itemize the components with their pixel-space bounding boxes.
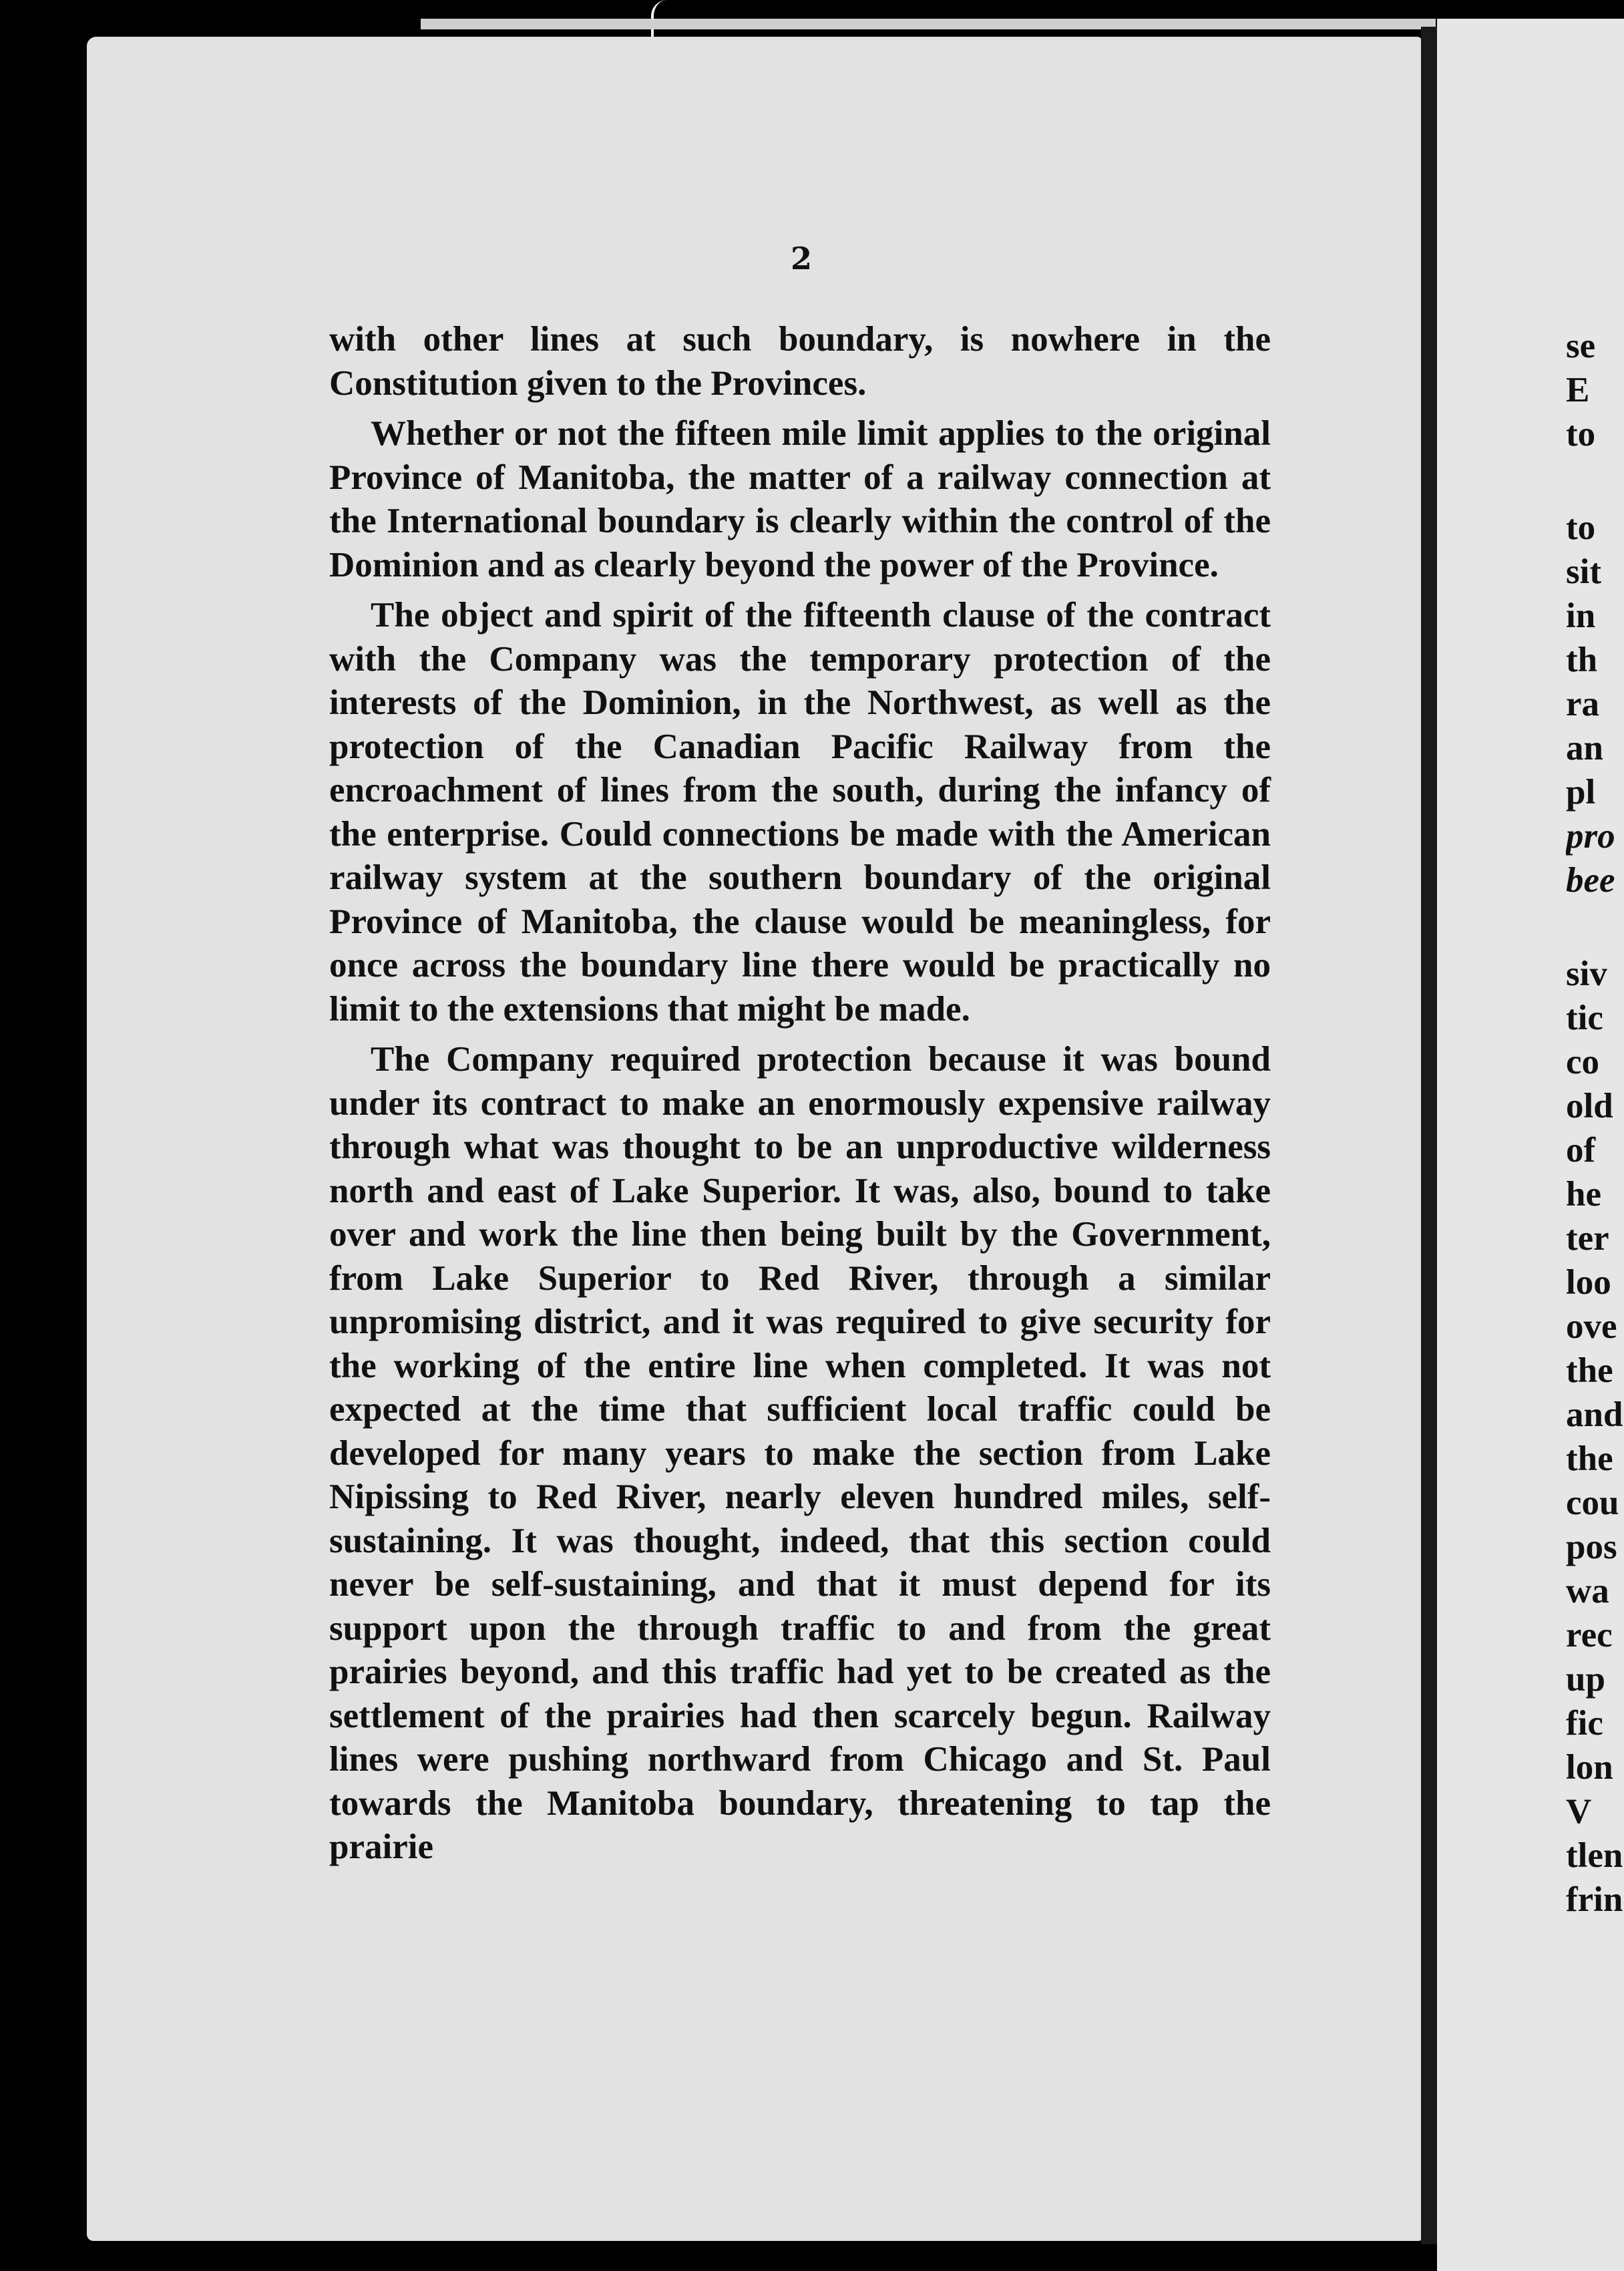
facing-fragment: tlen	[1566, 1836, 1623, 1875]
facing-fragment: se	[1566, 327, 1596, 365]
facing-fragment: in	[1566, 596, 1596, 635]
facing-fragment: an	[1566, 729, 1603, 767]
facing-fragment: he	[1566, 1175, 1601, 1214]
facing-fragment: th	[1566, 641, 1598, 679]
facing-fragment: lon	[1566, 1748, 1613, 1787]
facing-fragment: and	[1566, 1395, 1623, 1434]
facing-fragment: ter	[1566, 1219, 1609, 1258]
facing-fragment: pos	[1566, 1528, 1617, 1566]
body-text	[329, 318, 1271, 1876]
facing-fragment: the	[1566, 1439, 1613, 1478]
facing-fragment: fic	[1566, 1704, 1603, 1743]
facing-fragment: cou	[1566, 1483, 1619, 1522]
paragraph-2: Whether or not the fifteen mile limit applies to the original Province of Manitoba, the matter of a railway connection at the International boundary is clearly within the control of the Dominion and as clearly beyond the power of the Province.	[329, 414, 1271, 584]
facing-fragment: the	[1566, 1351, 1613, 1390]
facing-fragment: ove	[1566, 1307, 1617, 1346]
facing-fragment: pro	[1566, 817, 1615, 856]
facing-fragment: E	[1566, 371, 1590, 409]
facing-fragment: rec	[1566, 1616, 1613, 1654]
facing-fragment: V	[1566, 1792, 1592, 1831]
paragraph-4: The Company required protection because it was bound under its contract to make an enormously expensive railway through what was thought to be an unproductive wilderness north and east of Lake Superior. It was, also, bound to take over and work the line then being built by the Government, from Lake Superior to Red River, through a similar unpromising district, and it was required to give security for the working of the entire line when completed. It was not expected at the time that sufficient local traffic could be developed for many years to make the section from Lake Nipissing to Red River, nearly eleven hundred miles, self-sustaining. It was thought, indeed, that this section could never be self-sustaining, and that it must depend for its support upon the through traffic to and from the great prairies beyond, and this traffic had yet to be created as the settlement of the prairies had then scarcely begun. Railway lines were pushing northward from Chicago and St. Paul towards the Manitoba boundary, threatening to tap the prairie	[329, 1040, 1271, 1866]
facing-fragment: loo	[1566, 1263, 1611, 1302]
facing-fragment: sit	[1566, 552, 1601, 591]
facing-fragment: to	[1566, 508, 1596, 547]
facing-fragment: up	[1566, 1660, 1605, 1699]
page-top-edge	[421, 19, 1436, 29]
facing-fragment: to	[1566, 415, 1596, 454]
facing-fragment: old	[1566, 1087, 1613, 1125]
facing-fragment: bee	[1566, 861, 1615, 900]
paragraph-3: The object and spirit of the fifteenth clause of the contract with the Company was the temporary protection of the interests of the Dominion, in the Northwest, as well as the protection of the Canadian Pacific Railway from the encroachment of lines from the south, during the infancy of the enterprise. Could connections be made with the American railway system at the southern boundary of the original Province of Manitoba, the clause would be meaningless, for once across the boundary line there would be practically no limit to the extensions that might be made.	[329, 596, 1271, 1029]
facing-fragment: of	[1566, 1131, 1596, 1170]
facing-fragment: wa	[1566, 1572, 1609, 1610]
facing-fragment: pl	[1566, 773, 1596, 812]
facing-fragment: ra	[1566, 685, 1600, 723]
facing-fragment: co	[1566, 1043, 1600, 1081]
facing-page-text-fragments	[1566, 0, 1624, 2271]
facing-fragment: frin	[1566, 1880, 1623, 1919]
paragraph-1: with other lines at such boundary, is nowhere in the Constitution given to the Provinces.	[329, 320, 1271, 403]
facing-fragment: siv	[1566, 954, 1607, 993]
page-gutter	[1421, 27, 1437, 2244]
page-number: 2	[790, 240, 812, 277]
facing-fragment: tic	[1566, 999, 1603, 1037]
